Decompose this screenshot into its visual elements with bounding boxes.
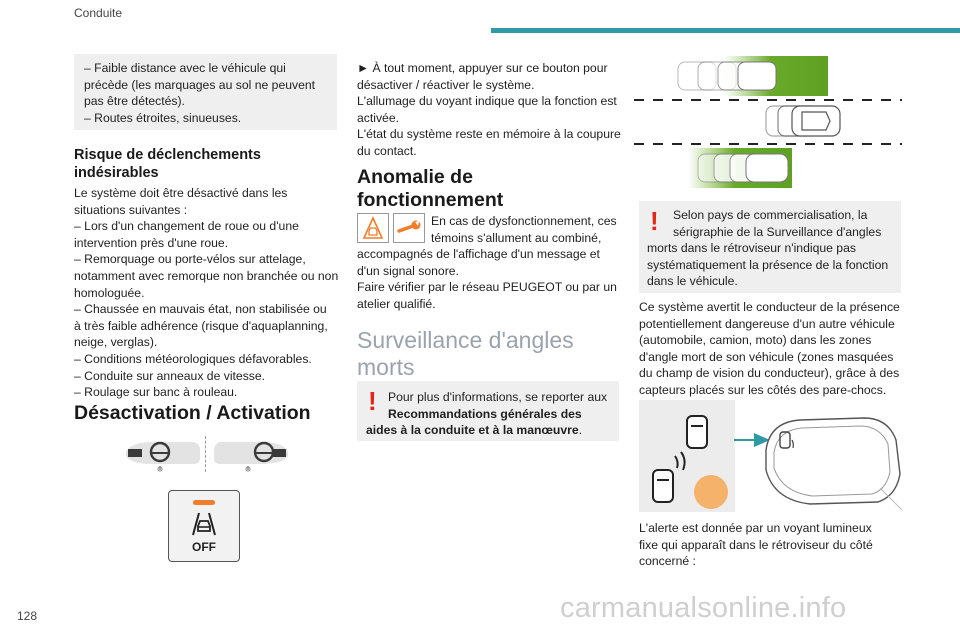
info-note-box xyxy=(357,381,619,441)
instruction-line: du contact. xyxy=(357,143,417,158)
warning-line: Selon pays de commercialisation, la xyxy=(673,208,868,222)
steering-wheel-left-icon xyxy=(124,436,202,472)
note-bold: aides à la conduite et à la manœuvre xyxy=(366,423,579,438)
illustration-divider xyxy=(205,436,207,472)
country-warning-box xyxy=(639,201,901,293)
risk-line: situations suivantes : xyxy=(74,202,188,217)
warning-line: systématiquement la présence de la fonction xyxy=(647,257,889,272)
description-line: (automobile, camion, moto) dans les zones xyxy=(639,333,872,348)
anomaly-heading-line: fonctionnement xyxy=(357,189,504,211)
page-number: 128 xyxy=(17,609,38,623)
box-line: précède (les marquages au sol ne peuvent xyxy=(84,77,316,92)
anomaly-line: En cas de dysfonctionnement, ces xyxy=(431,214,617,228)
indicator-light xyxy=(193,500,215,505)
risk-line: Le système doit être désactivé dans les xyxy=(74,186,288,200)
box-line: – Faible distance avec le véhicule qui xyxy=(84,61,286,75)
description-line: du champ de vision du conducteur), grâce à des xyxy=(639,366,900,381)
description-line: Ce système avertit le conducteur de la présence xyxy=(639,300,900,314)
alert-line: L'alerte est donnée par un voyant lumineux xyxy=(639,521,872,535)
risk-line: neige, verglas). xyxy=(74,335,158,350)
risk-line: – Roulage sur banc à rouleau. xyxy=(74,385,238,400)
note-bold: Recommandations générales des xyxy=(388,406,582,421)
note-line xyxy=(366,406,616,423)
steering-wheel-right-icon xyxy=(212,436,290,472)
description-line: capteurs placés sur les côtés des pare-chocs. xyxy=(639,382,887,397)
risk-line: – Remorquage ou porte-vélos sur attelage, xyxy=(74,252,306,267)
anomaly-line: atelier qualifié. xyxy=(357,296,436,311)
warning-line: sérigraphie de la Surveillance d'angles xyxy=(673,224,882,239)
anomaly-line: accompagnés de l'affichage d'un message et xyxy=(357,247,600,262)
blind-spot-alert-icon xyxy=(645,412,729,510)
toggle-instructions xyxy=(357,60,625,160)
alert-description xyxy=(639,520,909,570)
risk-line: homologuée. xyxy=(74,285,145,300)
instruction-line: L'allumage du voyant indique que la fonction est xyxy=(357,94,617,109)
risk-line: – Conduite sur anneaux de vitesse. xyxy=(74,368,266,383)
risk-line: à très faible adhérence (risque d'aquaplanning, xyxy=(74,318,328,333)
conditions-box xyxy=(74,54,337,130)
anomaly-line: d'un signal sonore. xyxy=(357,263,459,278)
anomaly-heading-line: Anomalie de xyxy=(357,166,473,188)
box-line: pas être détectés). xyxy=(84,94,185,109)
deactivation-heading: Désactivation / Activation xyxy=(74,402,311,424)
lane-assist-off-button-icon xyxy=(187,509,221,537)
off-label: OFF xyxy=(192,540,216,554)
instruction-line: L'état du système reste en mémoire à la coupure xyxy=(357,127,621,142)
side-mirror-icon xyxy=(760,410,906,514)
watermark: carmanualsonline.info xyxy=(560,592,847,624)
blind-spot-heading-line: morts xyxy=(357,354,415,380)
alert-line: concerné : xyxy=(639,554,696,569)
blind-spot-heading xyxy=(357,327,625,381)
warning-line: morts dans le rétroviseur n'indique pas xyxy=(647,241,856,256)
lane-assist-off-button[interactable] xyxy=(168,490,240,562)
box-line: – Routes étroites, sinueuses. xyxy=(84,110,242,125)
instruction-line: activée. xyxy=(357,110,400,125)
risk-heading-line: Risque de déclenchements xyxy=(74,147,261,163)
section-accent-bar xyxy=(491,28,960,33)
risk-line: – Chaussée en mauvais état, non stabilisée ou xyxy=(74,302,327,317)
instruction-line: ► À tout moment, appuyer sur ce bouton pour xyxy=(357,61,608,75)
anomaly-line: Faire vérifier par le réseau PEUGEOT ou par un xyxy=(357,280,617,295)
section-title: Conduite xyxy=(74,6,123,20)
mirror-alert-panel xyxy=(639,400,735,512)
risk-heading-line: indésirables xyxy=(74,165,159,181)
anomaly-body xyxy=(357,213,625,313)
risk-heading xyxy=(74,146,339,182)
note-line xyxy=(366,422,616,439)
blind-spot-traffic-illustration xyxy=(632,54,904,188)
anomaly-heading xyxy=(357,166,625,212)
anomaly-line: témoins s'allument au combiné, xyxy=(431,230,602,245)
blind-spot-heading-line: Surveillance d'angles xyxy=(357,327,574,353)
risk-line: intervention près d'une roue. xyxy=(74,235,229,250)
note-line: Pour plus d'informations, se reporter aux xyxy=(388,390,608,404)
alert-line: fixe qui apparaît dans le rétroviseur du côté xyxy=(639,537,873,552)
risk-line: notamment avec remorque non branchée ou non xyxy=(74,268,339,283)
risk-line: – Lors d'un changement de roue ou d'une xyxy=(74,219,299,234)
description-line: d'angle mort de son véhicule (zones masquées xyxy=(639,349,894,364)
risk-body xyxy=(74,185,344,401)
note-end: . xyxy=(578,423,583,438)
warning-exclamation-icon: ! xyxy=(368,386,377,416)
warning-line: dans le véhicule. xyxy=(647,274,738,289)
warning-exclamation-icon: ! xyxy=(650,206,659,236)
description-line: potentiellement dangereuse d'un autre véhicule xyxy=(639,316,895,331)
system-description xyxy=(639,299,909,399)
risk-line: – Conditions météorologiques défavorables. xyxy=(74,351,312,366)
instruction-line: désactiver / réactiver le système. xyxy=(357,77,535,92)
